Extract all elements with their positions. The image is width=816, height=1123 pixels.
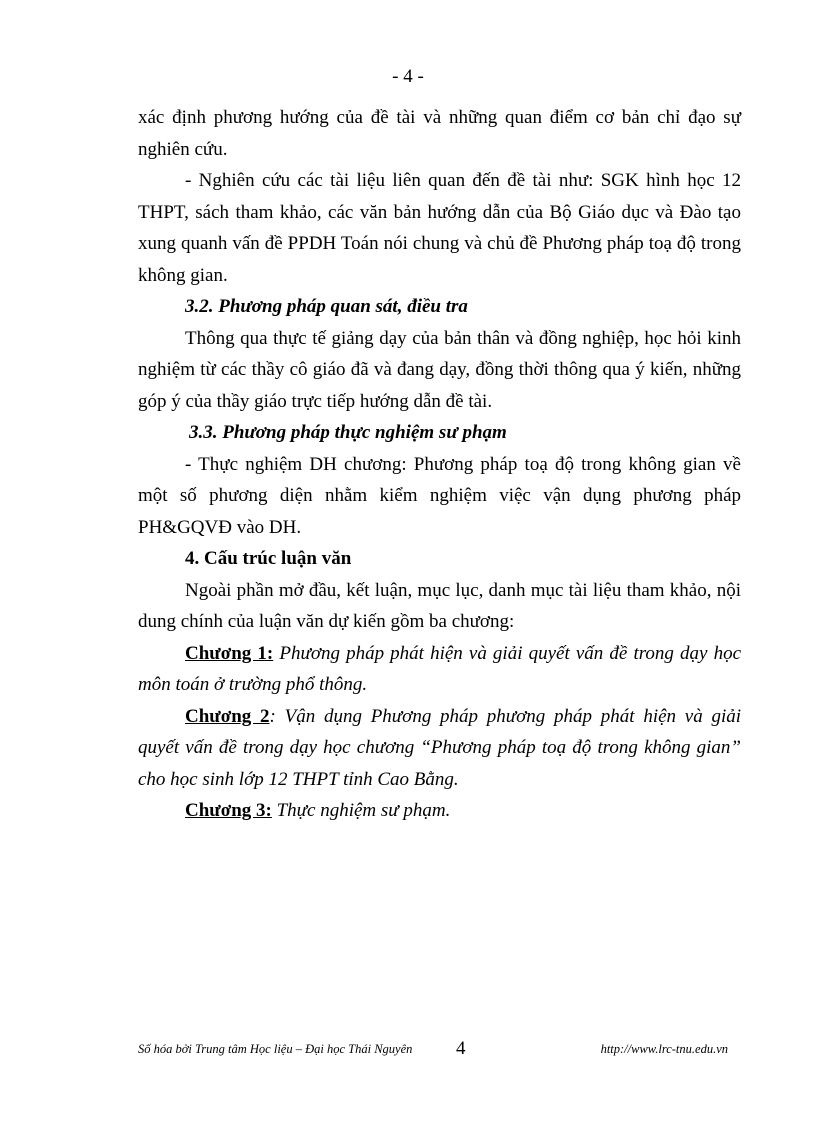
- paragraph-observation: Thông qua thực tế giảng dạy của bản thân và đồng nghiệp, học hỏi kinh nghiệm từ các thầy cô giáo đã và đang dạy, đồng thời thông qua ý kiến, những góp ý của thầy giáo trực tiếp hướng dẫn đề tài.: [138, 327, 741, 412]
- document-body: [138, 102, 741, 827]
- chapter-3-label: Chương 3:: [185, 800, 272, 821]
- chapter-3-entry: [138, 795, 741, 827]
- chapter-2-label: Chương 2: [185, 705, 270, 727]
- paragraph-structure: Ngoài phần mở đầu, kết luận, mục lục, danh mục tài liệu tham khảo, nội dung chính của luận văn dự kiến gồm ba chương:: [138, 579, 741, 632]
- footer-url: http://www.lrc-tnu.edu.vn: [600, 1042, 728, 1056]
- chapter-1-entry: [138, 638, 741, 701]
- footer-source: Số hóa bởi Trung tâm Học liệu – Đại học Thái Nguyên: [138, 1042, 413, 1056]
- paragraph-continuation: xác định phương hướng của đề tài và những quan điểm cơ bản chỉ đạo sự nghiên cứu.: [138, 107, 741, 160]
- heading-4: 4. Cấu trúc luận văn: [185, 548, 352, 569]
- chapter-2-entry: [138, 701, 741, 796]
- paragraph-experiment: - Thực nghiệm DH chương: Phương pháp toạ độ trong không gian về một số phương diện nhằm kiểm nghiệm việc vận dụng phương pháp PH&GQVĐ vào DH.: [138, 453, 741, 538]
- chapter-1-title: Phương pháp phát hiện và giải quyết vấn đề trong dạy học môn toán ở trường phổ thông.: [138, 642, 742, 695]
- page-number: - 4 -: [392, 66, 424, 87]
- page-footer: [138, 1038, 728, 1068]
- chapter-2-separator: :: [269, 705, 285, 727]
- heading-3-2: 3.2. Phương pháp quan sát, điều tra: [185, 296, 468, 317]
- heading-3-3: 3.3. Phương pháp thực nghiệm sư phạm: [189, 422, 507, 443]
- chapter-2-title: Vận dụng Phương pháp phương pháp phát hiện và giải quyết vấn đề trong dạy học chương “Phương pháp toạ độ trong không gian” cho học sinh lớp 12 THPT tỉnh Cao Bằng.: [138, 705, 742, 790]
- chapter-3-title: Thực nghiệm sư phạm.: [276, 800, 451, 821]
- footer-page-number: 4: [456, 1038, 466, 1059]
- paragraph-literature-review: - Nghiên cứu các tài liệu liên quan đến đề tài như: SGK hình học 12 THPT, sách tham khảo, các văn bản hướng dẫn của Bộ Giáo dục và Đào tạo xung quanh vấn đề PPDH Toán nói chung và chủ đề Phương pháp toạ độ trong không gian.: [138, 170, 741, 286]
- chapter-1-label: Chương 1:: [185, 642, 274, 664]
